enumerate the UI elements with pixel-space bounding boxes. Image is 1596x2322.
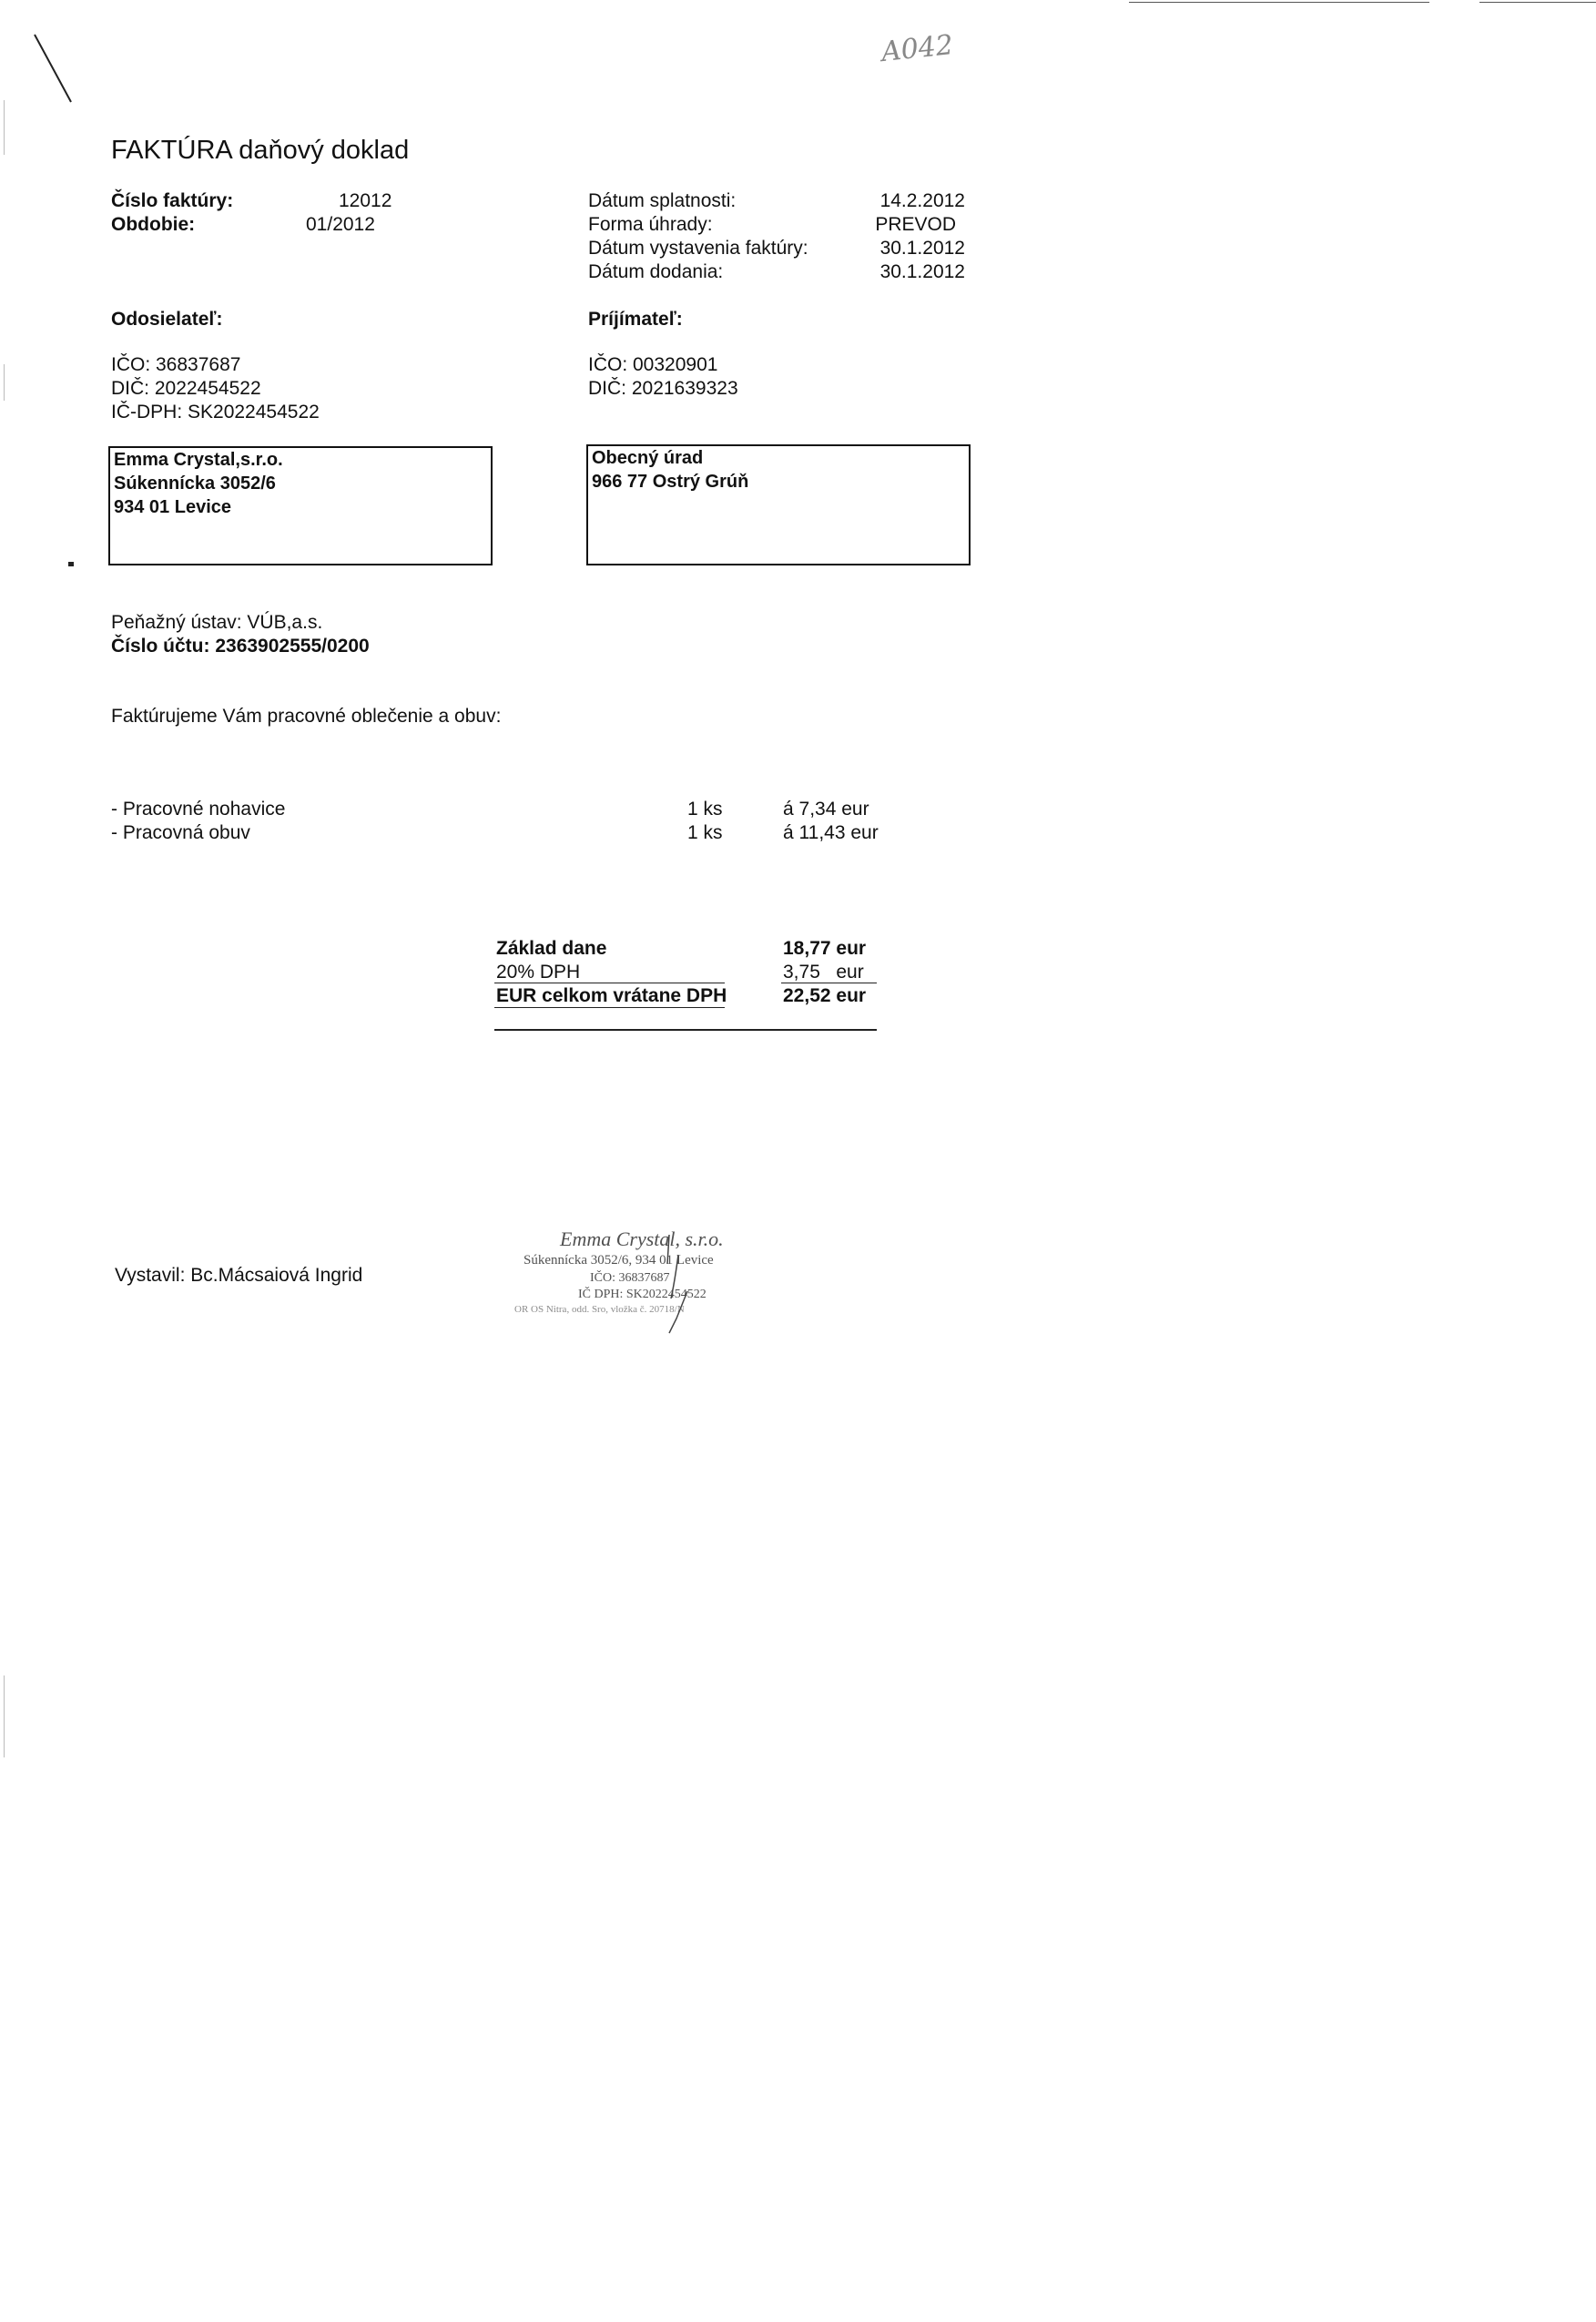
sender-heading: Odosielateľ: xyxy=(111,309,223,330)
stamp-registry: OR OS Nitra, odd. Sro, vložka č. 20718/N xyxy=(514,1304,685,1315)
top-edge-line xyxy=(1129,2,1429,3)
item-qty: 1 ks xyxy=(687,799,723,820)
item-name: - Pracovné nohavice xyxy=(111,799,286,820)
page-title: FAKTÚRA daňový doklad xyxy=(111,136,410,165)
scan-artifact xyxy=(4,100,5,155)
recipient-name: Obecný úrad xyxy=(592,448,704,468)
recipient-address-box xyxy=(586,444,971,565)
issued-by: Vystavil: Bc.Mácsaiová Ingrid xyxy=(115,1265,363,1286)
sender-icdph: IČ-DPH: SK2022454522 xyxy=(111,402,320,423)
delivery-date-value: 30.1.2012 xyxy=(879,261,965,282)
handwritten-note: A042 xyxy=(879,28,955,69)
payment-form-value: PREVOD xyxy=(875,214,956,235)
scan-artifact xyxy=(4,364,5,401)
payment-form-label: Forma úhrady: xyxy=(588,214,713,235)
period-value: 01/2012 xyxy=(306,214,375,235)
stamp-company: Emma Crystal, s.r.o. xyxy=(560,1227,724,1250)
recipient-city: 966 77 Ostrý Grúň xyxy=(592,472,749,492)
item-price: á 7,34 eur xyxy=(783,799,869,820)
scan-artifact xyxy=(4,1675,5,1757)
item-price: á 11,43 eur xyxy=(783,822,879,843)
issue-date-label: Dátum vystavenia faktúry: xyxy=(588,238,808,259)
invoice-number-label: Číslo faktúry: xyxy=(111,190,234,211)
recipient-dic: DIČ: 2021639323 xyxy=(588,378,738,399)
top-edge-line xyxy=(1479,2,1596,3)
company-stamp xyxy=(505,1227,778,1337)
tax-base-value: 18,77 eur xyxy=(783,938,867,959)
due-date-value: 14.2.2012 xyxy=(879,190,965,211)
sender-ico: IČO: 36837687 xyxy=(111,354,241,375)
sender-dic: DIČ: 2022454522 xyxy=(111,378,261,399)
sender-company: Emma Crystal,s.r.o. xyxy=(114,450,283,470)
invoice-number-value: 12012 xyxy=(339,190,392,211)
sender-street: Súkennícka 3052/6 xyxy=(114,474,276,494)
scan-dot xyxy=(68,562,74,566)
due-date-label: Dátum splatnosti: xyxy=(588,190,737,211)
recipient-heading: Príjímateľ: xyxy=(588,309,683,330)
totals-bottom-rule xyxy=(494,1029,877,1031)
stamp-ico: IČO: 36837687 xyxy=(590,1271,670,1285)
item-name: - Pracovná obuv xyxy=(111,822,250,843)
bank-institution: Peňažný ústav: VÚB,a.s. xyxy=(111,612,323,633)
stamp-icdph: IČ DPH: SK2022454522 xyxy=(578,1288,707,1301)
item-qty: 1 ks xyxy=(687,822,723,843)
total-value: 22,52 eur xyxy=(783,985,867,1006)
vat-label: 20% DPH xyxy=(496,962,581,983)
stamp-street: Súkennícka 3052/6, 934 01 Levice xyxy=(524,1253,714,1268)
issue-date-value: 30.1.2012 xyxy=(879,238,965,259)
vat-value: 3,75 eur xyxy=(783,962,864,983)
total-label: EUR celkom vrátane DPH xyxy=(496,985,727,1006)
sender-address-box xyxy=(108,446,493,565)
tax-base-label: Základ dane xyxy=(496,938,607,959)
recipient-ico: IČO: 00320901 xyxy=(588,354,718,375)
total-underline xyxy=(494,1007,725,1008)
signature-mark xyxy=(651,1227,724,1337)
scan-slash-mark xyxy=(27,27,82,109)
bank-account: Číslo účtu: 2363902555/0200 xyxy=(111,636,370,657)
intro-text: Faktúrujeme Vám pracovné oblečenie a obuv: xyxy=(111,706,502,727)
sender-city: 934 01 Levice xyxy=(114,497,231,517)
period-label: Obdobie: xyxy=(111,214,196,235)
delivery-date-label: Dátum dodania: xyxy=(588,261,724,282)
